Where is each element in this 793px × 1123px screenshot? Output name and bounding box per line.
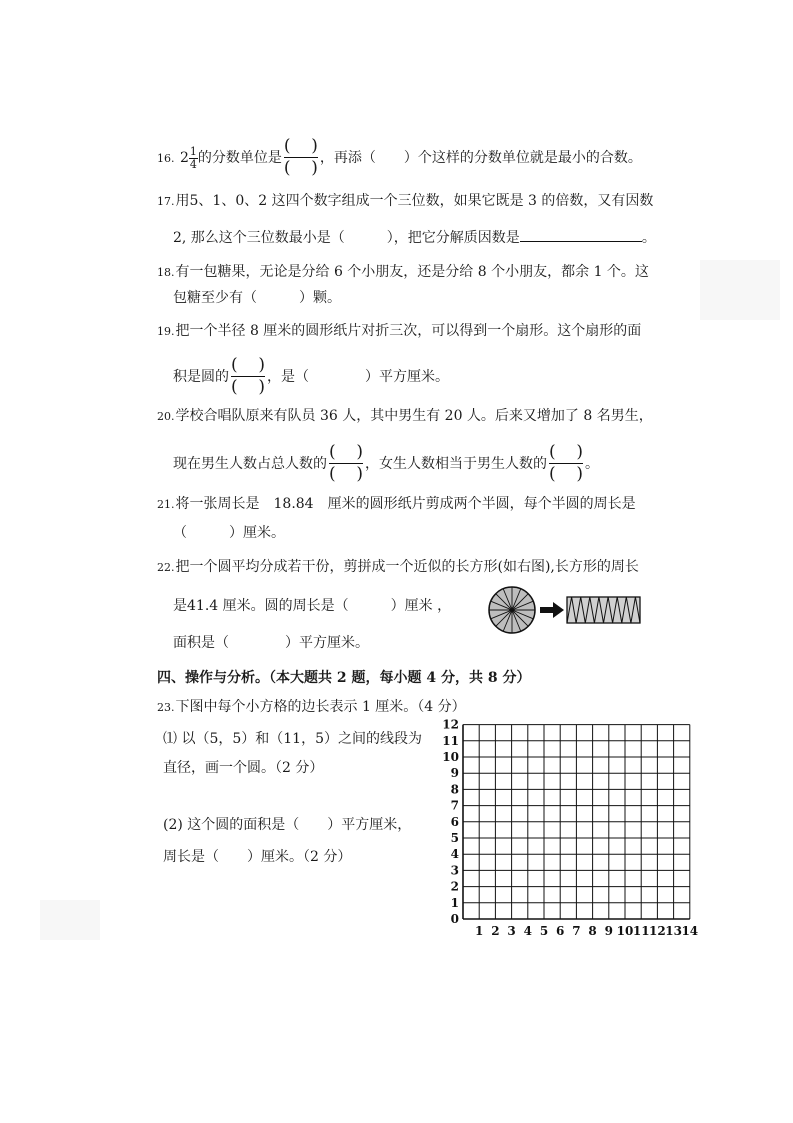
y-axis-tick-label: 6 — [450, 814, 459, 829]
question-text: 学校合唱队原来有队员 36 人，其中男生有 20 人。后来又增加了 8 名男生， — [175, 408, 653, 424]
x-axis-tick-label: 12 — [649, 924, 666, 938]
y-axis-tick-label: 11 — [442, 733, 459, 748]
x-axis-tick-label: 8 — [588, 924, 597, 938]
sectored-circle-icon — [489, 587, 535, 633]
mixed-number-fraction — [189, 146, 198, 171]
question-text: 是41.4 厘米。圆的周长是（ ）厘米 ， — [173, 598, 452, 614]
scan-smudge — [700, 260, 780, 320]
question-23-line-1 — [157, 697, 466, 718]
x-axis-tick-label: 7 — [572, 924, 581, 938]
mixed-number-whole: 2 — [179, 150, 189, 166]
question-text: ，再添（ ）个这样的分数单位就是最小的合数。 — [319, 150, 642, 166]
y-axis-tick-label: 1 — [450, 895, 459, 910]
question-22-line-2 — [173, 596, 451, 616]
question-text: 把一个圆平均分成若干份，剪拼成一个近似的长方形(如右图),长方形的周长 — [175, 559, 639, 575]
x-axis-tick-label: 3 — [507, 924, 516, 938]
x-axis-tick-label: 1 — [475, 924, 484, 938]
question-text: 将一张周长是 18.84 厘米的圆形纸片剪成两个半圆，每个半圆的周长是 — [175, 496, 636, 512]
question-21-line-2 — [173, 523, 285, 543]
approximate-rectangle-icon — [567, 597, 640, 623]
question-23-part-2-line-1: (2) 这个圆的面积是（ ）平方厘米， — [163, 817, 412, 833]
x-axis-tick-label: 10 — [616, 924, 634, 938]
question-text: 有一包糖果，无论是分给 6 个小朋友，还是分给 8 个小朋友，都余 1 个。这 — [175, 264, 649, 280]
question-text: 把一个半径 8 厘米的圆形纸片对折三次，可以得到一个扇形。这个扇形的面 — [175, 323, 642, 339]
fraction-answer-blank[interactable]: ( ) ( ) — [231, 355, 265, 397]
answer-underline-blank[interactable] — [520, 227, 642, 242]
question-text: 面积是（ ）平方厘米。 — [173, 635, 369, 651]
x-axis-tick-label: 6 — [556, 924, 565, 938]
x-axis-tick-label: 2 — [491, 924, 500, 938]
circle-to-rectangle-figure — [486, 584, 650, 636]
fraction-numerator: 1 — [189, 144, 197, 158]
y-axis-tick-label: 3 — [450, 863, 459, 878]
question-text: 积是圆的 — [173, 369, 229, 385]
y-axis-tick-label: 10 — [442, 750, 459, 764]
coordinate-grid[interactable] — [436, 714, 708, 940]
question-number: 22. — [157, 561, 175, 574]
y-axis-tick-label: 7 — [450, 798, 459, 813]
question-23-part-1-line-1: ⑴ 以（5，5）和（11，5）之间的线段为 — [163, 731, 422, 747]
question-number: 17. — [157, 195, 175, 208]
x-axis-tick-label: 13 — [665, 924, 682, 938]
x-axis-tick-label: 5 — [539, 924, 549, 938]
y-axis-tick-label: 5 — [450, 831, 459, 845]
y-axis-tick-label: 4 — [450, 847, 459, 862]
question-text: 现在男生人数占总人数的 — [173, 456, 327, 472]
question-text: 2, 那么这个三位数最小是（ ），把它分解质因数是 — [173, 230, 520, 246]
question-19-line-2 — [173, 357, 449, 397]
y-axis-tick-label: 8 — [450, 782, 459, 797]
question-21-line-1 — [157, 494, 636, 515]
question-19-line-1 — [157, 321, 641, 342]
fraction-answer-blank[interactable]: ( ) ( ) — [283, 136, 318, 178]
right-arrow-icon — [540, 602, 564, 618]
question-17-line-1 — [157, 191, 653, 212]
fraction-answer-blank[interactable]: ( ) ( ) — [549, 442, 583, 484]
question-20-line-1 — [157, 406, 653, 427]
y-axis-tick-label: 2 — [450, 879, 459, 894]
fraction-answer-blank[interactable]: ( ) ( ) — [329, 442, 363, 484]
question-18-line-1 — [157, 262, 649, 283]
question-23-part-2-line-2: 周长是（ ）厘米。（2 分） — [163, 849, 352, 865]
scan-smudge — [40, 900, 100, 940]
question-number: 19. — [157, 325, 175, 338]
x-axis-tick-label: 9 — [604, 924, 613, 938]
question-text: 。 — [641, 230, 656, 246]
question-22-line-1 — [157, 557, 639, 578]
question-text: 包糖至少有（ ）颗。 — [173, 290, 341, 306]
question-17-line-2 — [173, 227, 656, 248]
question-16 — [157, 138, 642, 178]
question-number: 20. — [157, 410, 175, 423]
y-axis-tick-label: 0 — [450, 912, 459, 926]
x-axis-tick-label: 4 — [523, 924, 532, 938]
question-number: 23. — [157, 701, 175, 714]
question-text: 下图中每个小方格的边长表示 1 厘米。（4 分） — [175, 699, 466, 715]
question-number: 21. — [157, 498, 175, 511]
question-number: 16. — [157, 152, 175, 165]
question-22-line-3 — [173, 633, 369, 653]
question-text: 用5、1、0、2 这四个数字组成一个三位数，如果它既是 3 的倍数，又有因数 — [175, 193, 654, 209]
y-axis-tick-label: 12 — [442, 717, 459, 732]
question-20-line-2 — [173, 444, 599, 484]
question-text: （ ）厘米。 — [173, 525, 285, 541]
section-4-title: 四、操作与分析。（本大题共 2 题，每小题 4 分，共 8 分） — [157, 670, 531, 686]
x-axis-tick-label: 11 — [632, 924, 650, 938]
y-axis-tick-label: 9 — [450, 766, 459, 781]
question-number: 18. — [157, 266, 175, 279]
fraction-denominator: 4 — [189, 157, 197, 171]
question-text: ，是（ ）平方厘米。 — [267, 369, 449, 385]
question-text: 的分数单位是 — [197, 150, 282, 166]
question-23-part-1-line-2: 直径，画一个圆。（2 分） — [163, 760, 324, 776]
x-axis-tick-label: 14 — [681, 924, 699, 938]
question-text: ，女生人数相当于男生人数的 — [365, 456, 547, 472]
question-18-line-2 — [173, 288, 341, 308]
question-text: 。 — [585, 456, 599, 472]
